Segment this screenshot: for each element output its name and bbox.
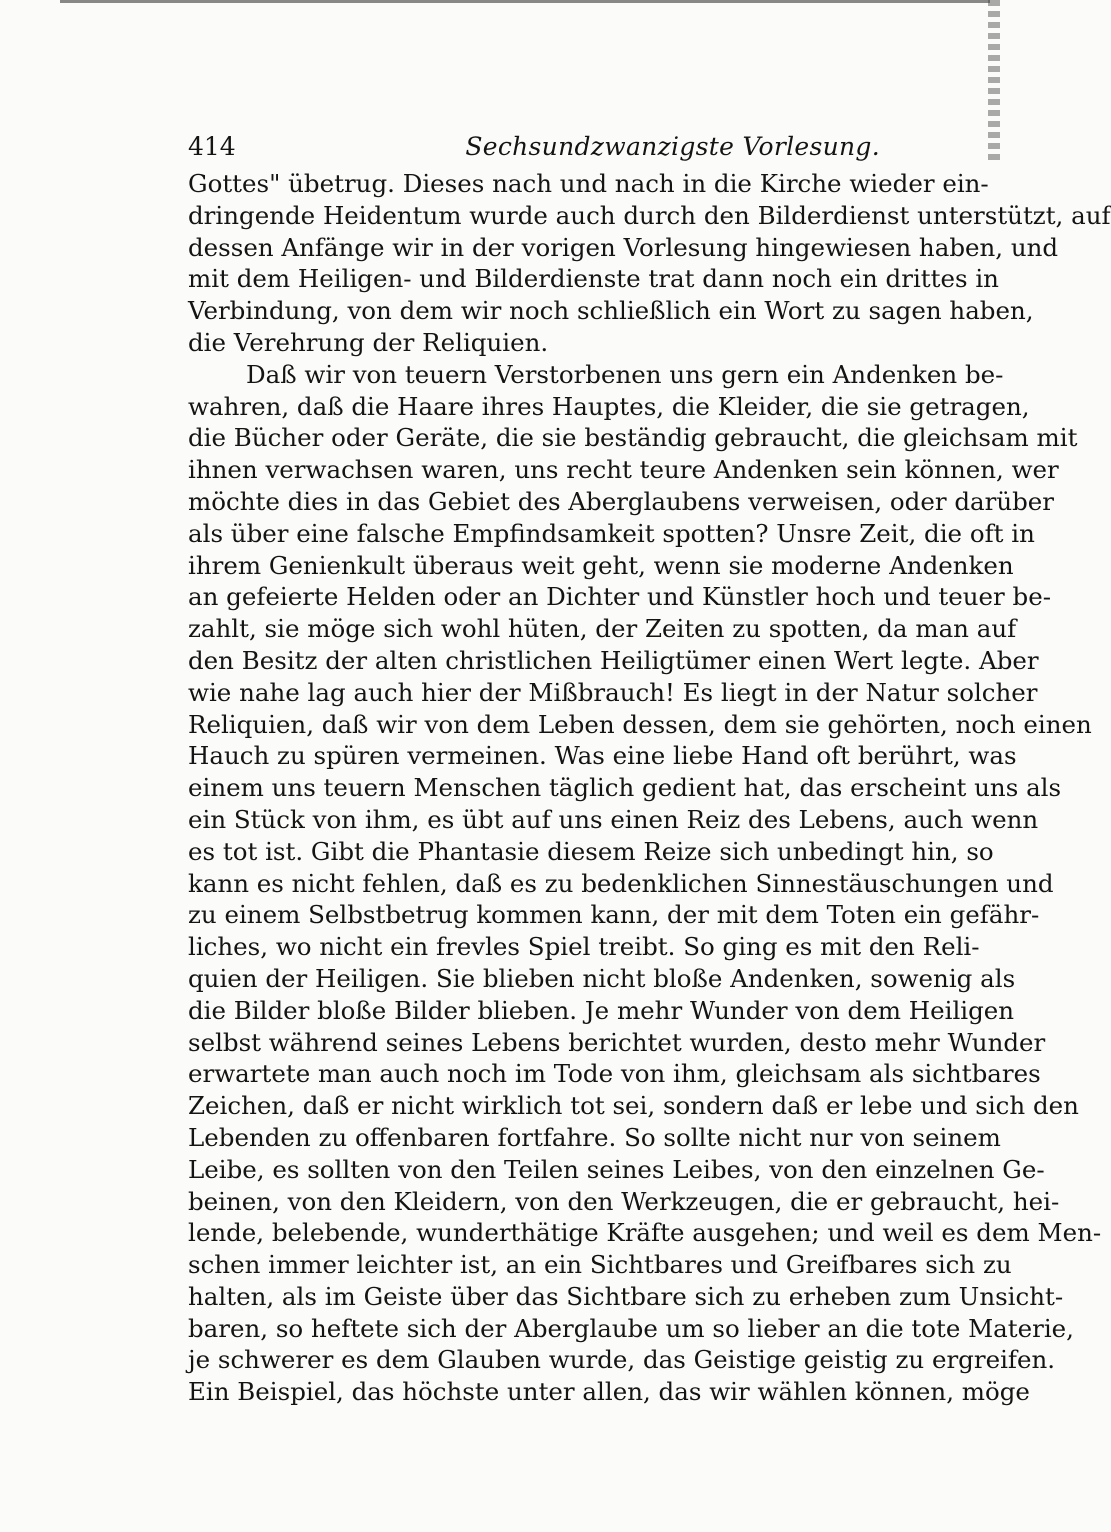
text-line: beinen, von den Kleidern, von den Werkzeugen, die er gebraucht, hei-: [188, 1186, 1060, 1216]
text-line: schen immer leichter ist, an ein Sichtbares und Greifbares sich zu: [188, 1250, 1012, 1280]
text-line: selbst während seines Lebens berichtet wurden, desto mehr Wunder: [188, 1027, 1046, 1057]
text-line: ihnen verwachsen waren, uns recht teure Andenken sein können, wer: [188, 455, 1059, 485]
text-line: an gefeierte Helden oder an Dichter und Künstler hoch und teuer be-: [188, 582, 1052, 612]
text-line: zahlt, sie möge sich wohl hüten, der Zeiten zu spotten, da man auf: [188, 614, 1017, 644]
text-line: möchte dies in das Gebiet des Aberglaubens verweisen, oder darüber: [188, 486, 1055, 516]
text-line: quien der Heiligen. Sie blieben nicht bloße Andenken, sowenig als: [188, 963, 1016, 993]
scan-right-edge: [988, 0, 1000, 160]
page-number: 414: [188, 132, 236, 161]
text-line: wahren, daß die Haare ihres Hauptes, die Kleider, die sie getragen,: [188, 391, 1030, 421]
text-line: lende, belebende, wunderthätige Kräfte ausgehen; und weil es dem Men-: [188, 1218, 1102, 1248]
text-line: Lebenden zu offenbaren fortfahre. So sollte nicht nur von seinem: [188, 1122, 1001, 1152]
text-line: dringende Heidentum wurde auch durch den Bilderdienst unterstützt, auf: [188, 200, 1111, 230]
text-line: mit dem Heiligen- und Bilderdienste trat dann noch ein drittes in: [188, 264, 999, 294]
text-line: Leibe, es sollten von den Teilen seines Leibes, von den einzelnen Ge-: [188, 1154, 1045, 1184]
text-line: die Verehrung der Reliquien.: [188, 327, 549, 357]
text-line: liches, wo nicht ein frevles Spiel treibt. So ging es mit den Reli-: [188, 932, 980, 962]
text-line: als über eine falsche Empfindsamkeit spotten? Unsre Zeit, die oft in: [188, 518, 1035, 548]
text-line: zu einem Selbstbetrug kommen kann, der mit dem Toten ein gefähr-: [188, 900, 1040, 930]
text-line: einem uns teuern Menschen täglich gedient hat, das erscheint uns als: [188, 773, 1062, 803]
text-line: es tot ist. Gibt die Phantasie diesem Reize sich unbedingt hin, so: [188, 836, 994, 866]
text-line: Ein Beispiel, das höchste unter allen, das wir wählen können, möge: [188, 1377, 1030, 1407]
text-line: wie nahe lag auch hier der Mißbrauch! Es liegt in der Natur solcher: [188, 677, 1038, 707]
text-line: erwartete man auch noch im Tode von ihm, gleichsam als sichtbares: [188, 1059, 1041, 1089]
text-line: je schwerer es dem Glauben wurde, das Geistige geistig zu ergreifen.: [188, 1345, 1056, 1375]
text-line: ein Stück von ihm, es übt auf uns einen Reiz des Lebens, auch wenn: [188, 804, 1039, 834]
text-line: Daß wir von teuern Verstorbenen uns gern ein Andenken be-: [246, 359, 1004, 389]
page-header: [188, 132, 890, 166]
text-line: die Bilder bloße Bilder blieben. Je mehr Wunder von dem Heiligen: [188, 995, 1015, 1025]
text-line: ihrem Genienkult überaus weit geht, wenn sie moderne Andenken: [188, 550, 1014, 580]
text-line: Zeichen, daß er nicht wirklich tot sei, sondern daß er lebe und sich den: [188, 1091, 1079, 1121]
running-title: Sechsundzwanzigste Vorlesung.: [465, 132, 880, 161]
text-line: Verbindung, von dem wir noch schließlich ein Wort zu sagen haben,: [188, 296, 1034, 326]
text-line: kann es nicht fehlen, daß es zu bedenklichen Sinnestäuschungen und: [188, 868, 1054, 898]
text-line: baren, so heftete sich der Aberglaube um so lieber an die tote Materie,: [188, 1313, 1074, 1343]
text-line: den Besitz der alten christlichen Heiligtümer einen Wert legte. Aber: [188, 645, 1039, 675]
text-line: Hauch zu spüren vermeinen. Was eine liebe Hand oft berührt, was: [188, 741, 1017, 771]
text-line: Reliquien, daß wir von dem Leben dessen, dem sie gehörten, noch einen: [188, 709, 1092, 739]
text-line: dessen Anfänge wir in der vorigen Vorlesung hingewiesen haben, und: [188, 232, 1059, 262]
scan-top-edge: [60, 0, 990, 3]
text-line: die Bücher oder Geräte, die sie beständig gebraucht, die gleichsam mit: [188, 423, 1078, 453]
body-text: [188, 168, 1111, 1408]
text-line: Gottes" übetrug. Dieses nach und nach in die Kirche wieder ein-: [188, 169, 989, 198]
text-line: halten, als im Geiste über das Sichtbare sich zu erheben zum Unsicht-: [188, 1281, 1064, 1311]
